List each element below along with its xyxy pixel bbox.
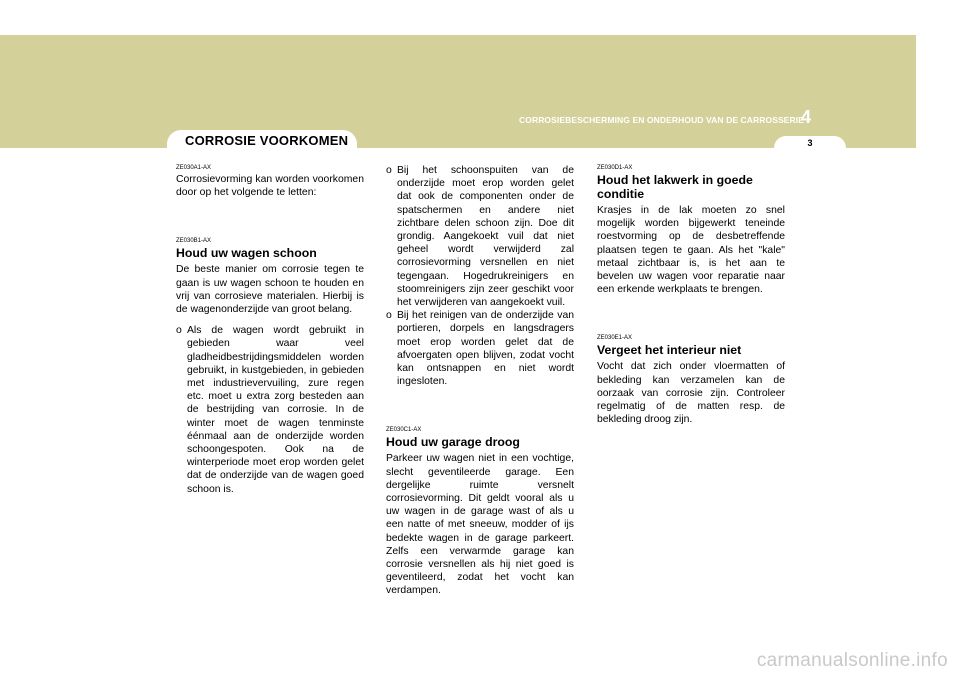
column-left: [176, 164, 364, 496]
bullet-mark: o: [386, 310, 392, 322]
bullet-item: [176, 324, 364, 496]
column-right: [597, 164, 785, 426]
bullet-mark: o: [386, 165, 392, 176]
intro-text: Corrosievorming kan worden voorkomen door op het volgende te letten:: [176, 174, 364, 199]
column-middle: [386, 164, 574, 598]
intro-code: ZE030A1-AX: [176, 165, 212, 171]
bullet-mark: o: [176, 325, 182, 337]
section-title: CORROSIE VOORKOMEN: [185, 133, 349, 148]
garage-code: ZE030C1-AX: [386, 427, 422, 434]
garage-text: Parkeer uw wagen niet in een vochtige, slecht geventileerde garage. Een dergelijke ruimte versnelt corrosievorming. Dit geldt vooral als u uw wagen in de garage wast of als u een natte of met sneeuw, modder of ijs bedekte wagen in de garage parkeert. Zelfs een verwarmde garage kan corrosie versnellen als hij niet goed is geventileerd, zodat het vocht kan verdampen.: [386, 453, 574, 597]
clean-heading: Houd uw wagen schoon: [176, 246, 317, 261]
page-number: 3: [807, 138, 813, 148]
clean-code: ZE030B1-AX: [176, 238, 212, 245]
paint-code: ZE030D1-AX: [597, 165, 633, 171]
interior-text: Vocht dat zich onder vloermatten of bekleding kan verzamelen kan de oorzaak van corrosie zijn. Controleer regelmatig of de matten resp. de bekleding droog zijn.: [597, 361, 785, 426]
garage-heading: Houd uw garage droog: [386, 435, 520, 450]
header-band: [0, 35, 916, 148]
paint-text: Krasjes in de lak moeten zo snel mogelijk worden bijgewerkt teneinde roestvorming op de desbetreffende plaatsen tegen te gaan. Als het "kale" metaal zichtbaar is, is het aan te bevelen uw wagen voor reparatie naar een erkende werkplaats te brengen.: [597, 205, 785, 296]
watermark: carmanualsonline.info: [756, 650, 948, 671]
chapter-title: CORROSIEBESCHERMING EN ONDERHOUD VAN DE CARROSSERIE: [519, 115, 804, 125]
paint-heading: Houd het lakwerk in goede conditie: [597, 173, 753, 201]
interior-heading: Vergeet het interieur niet: [597, 343, 742, 358]
bullet-item: [386, 309, 574, 388]
clean-text: De beste manier om corrosie tegen te gaan is uw wagen schoon te houden en vrij van corrosieve materialen. Hierbij is de wagenonderzijde van groot belang.: [176, 264, 364, 316]
interior-code: ZE030E1-AX: [597, 335, 633, 342]
bullet-text: Als de wagen wordt gebruikt in gebieden waar veel gladheidbestrijdingsmiddelen worden gebruikt, in kustgebieden, in gebieden met industrievervuiling, zure regen etc. moet u extra zorg besteden aan de bestrijding van corrosie. In de winter moet de wagen tenminste éénmaal aan de onderzijde worden schoongespoten. Ook na de winterperiode moet erop worden gelet dat de onderzijde van de wagen goed schoon is.: [187, 325, 364, 495]
chapter-number: 4: [800, 107, 811, 127]
bullet-text: Bij het reinigen van de onderzijde van portieren, dorpels en langsdragers moet erop worden gelet dat de afvoergaten open blijven, zodat vocht kan ontsnappen en niet wordt ingesloten.: [397, 310, 574, 388]
bullet-text: Bij het schoonspuiten van de onderzijde moet erop worden gelet dat ook de componenten onder de spatschermen en andere niet zichtbare delen schoon zijn. Doe dit grondig. Aangekoekt vuil dat niet geheel wordt verwijderd zal corrosievorming versnellen en niet tegengaan. Hogedrukreinigers en stoomreinigers zijn zeer geschikt voor het verwijderen van aangekoekt vuil.: [397, 165, 574, 309]
bullet-item: [386, 164, 574, 309]
